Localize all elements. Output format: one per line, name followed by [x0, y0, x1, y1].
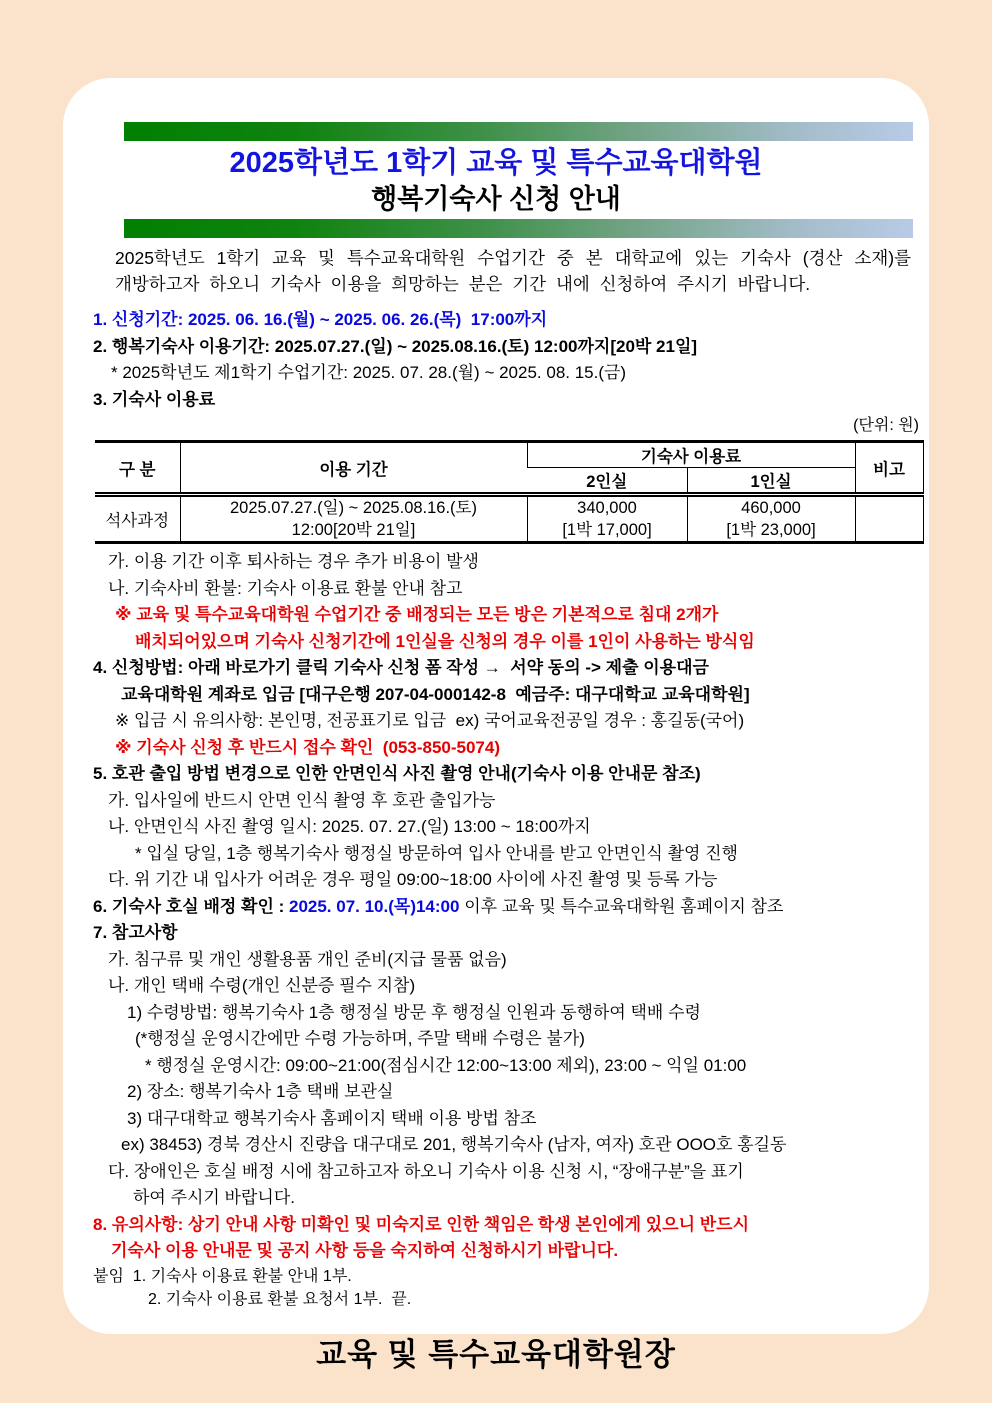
- item-7-sub-b-1-note2: * 행정실 운영시간: 09:00~21:00(점심시간 12:00~13:00 제외), 23:00 ~ 익일 01:00: [145, 1055, 747, 1075]
- fee-note-a: 가. 이용 기간 이후 퇴사하는 경우 추가 비용이 발생: [108, 552, 479, 571]
- fee-cell-single-room: [687, 495, 855, 543]
- item-7-sub-a: 가. 침구류 및 개인 생활용품 개인 준비(지급 물품 없음): [108, 949, 507, 969]
- item-7-reference-heading: 7. 참고사항: [93, 923, 178, 942]
- item-4-application-method-line2: 교육대학원 계좌로 입금 [대구은행 207-04-000142-8 예금주: 대구대학교 교육대학원]: [121, 684, 750, 704]
- item-5-sub-b: 나. 안면인식 사진 촬영 일시: 2025. 07. 27.(일) 13:00 ~ 18:00까지: [108, 817, 591, 836]
- fee-table-header-remarks: 비고: [855, 442, 923, 495]
- item-8-caution-line2: 기숙사 이용 안내문 및 공지 사항 등을 숙지하여 신청하시기 바랍니다.: [111, 1241, 619, 1260]
- fee-cell-single-line1: 460,000: [741, 499, 801, 517]
- item-7-sub-b-2: 2) 장소: 행복기숙사 1층 택배 보관실: [127, 1082, 394, 1101]
- fee-table-data-row: [95, 495, 923, 543]
- header-gradient-bar-top: [124, 122, 913, 141]
- fee-warning-line1: ※ 교육 및 특수교육대학원 수업기간 중 배정되는 모든 방은 기본적으로 침대 2개가: [115, 605, 719, 624]
- page-title: 2025학년도 1학기 교육 및 특수교육대학원: [229, 147, 763, 179]
- item-2-usage-period: 2. 행복기숙사 이용기간: 2025.07.27.(일) ~ 2025.08.16.(토) 12:00까지[20박 21일]: [93, 336, 698, 356]
- item-5-sub-b-note: * 입실 당일, 1층 행복기숙사 행정실 방문하여 입사 안내를 받고 안면인식 촬영 진행: [135, 843, 738, 863]
- attachment-line1: 붙임 1. 기숙사 이용료 환불 안내 1부.: [93, 1267, 352, 1285]
- header-gradient-bar-bottom: [124, 219, 913, 238]
- signature-dean: 교육 및 특수교육대학원장: [316, 1336, 676, 1372]
- fee-table-header-category: 구 분: [95, 442, 180, 495]
- fee-cell-double-room: [527, 495, 687, 543]
- fee-unit-label: (단위: 원): [853, 417, 919, 434]
- item-2-semester-note: * 2025학년도 제1학기 수업기간: 2025. 07. 28.(월) ~ 2025. 08. 15.(금): [111, 363, 627, 382]
- fee-cell-double-line2: [1박 17,000]: [562, 521, 652, 539]
- fee-cell-period-line2: 12:00[20박 21일]: [291, 521, 416, 539]
- attachment-line2: 2. 기숙사 이용료 환불 요청서 1부. 끝.: [148, 1290, 412, 1308]
- item-6-room-assignment: [63, 894, 929, 921]
- page-subtitle: 행복기숙사 신청 안내: [371, 184, 621, 214]
- item-1-application-period: 1. 신청기간: 2025. 06. 16.(월) ~ 2025. 06. 26.(목) 17:00까지: [93, 310, 548, 329]
- item-7-sub-c-line2: 하여 주시기 바랍니다.: [133, 1188, 295, 1207]
- item-7-sub-c-line1: 다. 장애인은 호실 배정 시에 참고하고자 하오니 기숙사 이용 신청 시, “장애구분”을 표기: [108, 1161, 744, 1181]
- fee-cell-period-line1: 2025.07.27.(일) ~ 2025.08.16.(토): [230, 499, 477, 517]
- fee-table-header-single-room: 1인실: [687, 468, 855, 495]
- fee-cell-remarks: [855, 495, 923, 543]
- item-7-sub-b-3: 3) 대구대학교 행복기숙사 홈페이지 택배 이용 방법 참조: [127, 1108, 537, 1128]
- item-8-caution-line1: 8. 유의사항: 상기 안내 사항 미확인 및 미숙지로 인한 책임은 학생 본인에게 있으니 반드시: [93, 1214, 750, 1234]
- item-6-prefix: 6. 기숙사 호실 배정 확인 :: [93, 896, 289, 916]
- item-7-sub-b-1-note1: (*행정실 운영시간에만 수령 가능하며, 주말 택배 수령은 불가): [135, 1029, 585, 1048]
- notice-card: [63, 78, 929, 1372]
- item-5-sub-a: 가. 입사일에 반드시 안면 인식 촬영 후 호관 출입가능: [108, 790, 496, 810]
- fee-table-header-fee-group: 기숙사 이용료: [527, 442, 855, 468]
- fee-warning-line2: 배치되어있으며 기숙사 신청기간에 1인실을 신청의 경우 이를 1인이 사용하는 방식임: [135, 631, 755, 651]
- intro-paragraph: 2025학년도 1학기 교육 및 특수교육대학원 수업기간 중 본 대학교에 있는 기숙사 (경산 소재)를 개방하고자 하오니 기숙사 이용을 희망하는 분은 기간 내에 신청하여 주시기 바랍니다.: [115, 248, 911, 294]
- item-5-face-recognition-heading: 5. 호관 출입 방법 변경으로 인한 안면인식 사진 촬영 안내(기숙사 이용 안내문 참조): [93, 764, 701, 783]
- item-6-suffix: 이후 교육 및 특수교육대학원 홈페이지 참조: [459, 896, 784, 916]
- fee-cell-single-line2: [1박 23,000]: [726, 521, 816, 539]
- item-4-confirm-warning: ※ 기숙사 신청 후 반드시 접수 확인 (053-850-5074): [115, 737, 500, 757]
- fee-note-b: 나. 기숙사비 환불: 기숙사 이용료 환불 안내 참고: [108, 578, 463, 598]
- item-3-fee-heading: 3. 기숙사 이용료: [93, 389, 216, 409]
- fee-cell-period: [180, 495, 527, 543]
- item-5-sub-c: 다. 위 기간 내 입사가 어려운 경우 평일 09:00~18:00 사이에 사진 촬영 및 등록 가능: [108, 870, 718, 889]
- fee-table-header-double-room: 2인실: [527, 468, 687, 495]
- fee-table-header-row-1: [95, 442, 923, 468]
- fee-cell-category: 석사과정: [105, 512, 170, 530]
- item-7-sub-b-1: 1) 수령방법: 행복기숙사 1층 행정실 방문 후 행정실 인원과 동행하여 택배 수령: [127, 1002, 701, 1022]
- item-7-sub-b-3-example: ex) 38453) 경북 경산시 진량읍 대구대로 201, 행복기숙사 (남자, 여자) 호관 OOO호 홍길동: [121, 1135, 787, 1154]
- fee-table-header-period: 이용 기간: [180, 442, 527, 495]
- fee-table: [95, 440, 924, 544]
- item-6-date: 2025. 07. 10.(목)14:00: [288, 896, 460, 916]
- item-7-sub-b: 나. 개인 택배 수령(개인 신분증 필수 지참): [108, 976, 416, 995]
- fee-cell-double-line1: 340,000: [577, 499, 637, 517]
- item-4-application-method-line1: 4. 신청방법: 아래 바로가기 클릭 기숙사 신청 폼 작성 → 서약 동의 -> 제출 이용대금: [93, 658, 709, 677]
- item-4-deposit-note: ※ 입금 시 유의사항: 본인명, 전공표기로 입금 ex) 국어교육전공일 경우 : 홍길동(국어): [115, 711, 745, 730]
